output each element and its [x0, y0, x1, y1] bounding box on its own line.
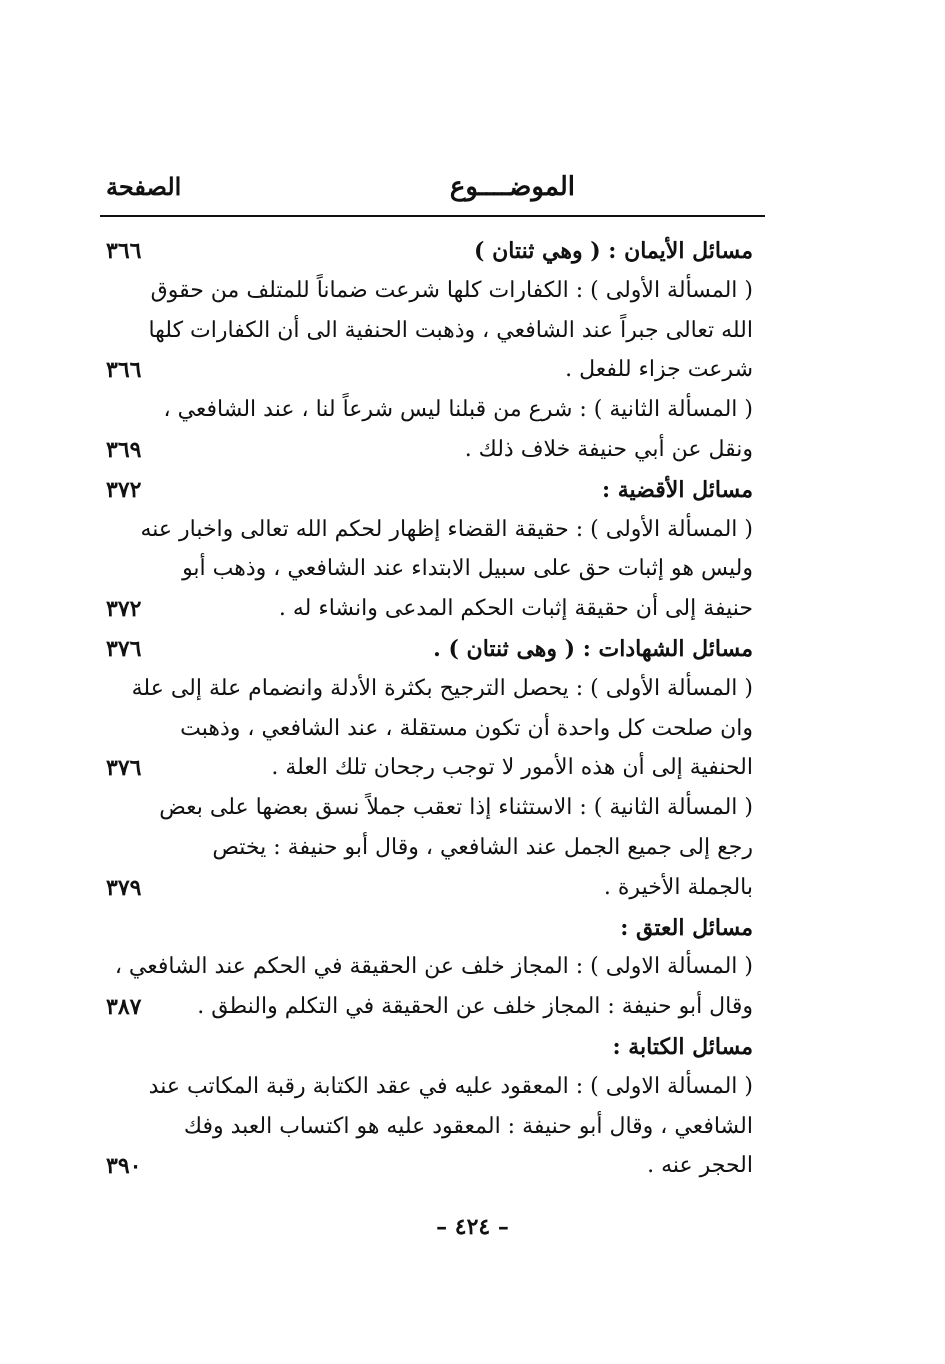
entry-text: ( المسألة الاولى ) : المعقود عليه في عقد الكتابة رقبة المكاتب عند	[148, 1073, 753, 1099]
section-heading-row	[100, 909, 765, 949]
section-title: مسائل الأيمان : ( وهي ثنتان )	[474, 238, 753, 264]
contents-list	[100, 232, 765, 1187]
entry-text: ( المسألة الاولى ) : المجاز خلف عن الحقيقة في الحكم عند الشافعي ،	[114, 954, 753, 980]
contents-row	[100, 351, 765, 391]
section-heading-row	[100, 232, 765, 272]
section-title: مسائل الشهادات : ( وهى ثنتان ) .	[433, 635, 753, 662]
entry-text: ونقل عن أبي حنيفة خلاف ذلك .	[464, 436, 753, 462]
header-rule	[100, 215, 765, 217]
contents-row	[100, 789, 765, 829]
entry-page-number: ٣٦٩	[106, 436, 142, 463]
entry-page-number: ٣٧٢	[106, 476, 142, 503]
contents-row	[100, 1108, 765, 1148]
contents-row	[100, 670, 765, 710]
entry-text: الشافعي ، وقال أبو حنيفة : المعقود عليه هو اكتساب العبد وفك	[183, 1113, 753, 1139]
contents-row	[100, 829, 765, 869]
contents-row	[100, 988, 765, 1028]
entry-text: ( المسألة الأولى ) : الكفارات كلها شرعت ضماناً للمتلف من حقوق	[150, 277, 753, 303]
page-column-heading: الصفحة	[106, 172, 182, 201]
entry-page-number: ٣٧٢	[106, 596, 142, 623]
section-title: مسائل الكتابة :	[612, 1033, 753, 1060]
contents-row	[100, 1147, 765, 1187]
entry-text: شرعت جزاء للفعل .	[565, 357, 753, 383]
contents-row	[100, 948, 765, 988]
contents-row	[100, 869, 765, 909]
section-title: مسائل الأقضية :	[601, 476, 753, 503]
contents-row	[100, 312, 765, 352]
entry-text: وان صلحت كل واحدة أن تكون مستقلة ، عند الشافعي ، وذهبت	[180, 715, 753, 741]
contents-row	[100, 590, 765, 630]
entry-text: رجع إلى جميع الجمل عند الشافعي ، وقال أبو حنيفة : يختص	[212, 834, 753, 860]
section-title: مسائل العتق :	[620, 914, 753, 941]
entry-text: ( المسألة الأولى ) : حقيقة القضاء إظهار لحكم الله تعالى واخبار عنه	[140, 516, 753, 542]
entry-text: الحنفية إلى أن هذه الأمور لا توجب رجحان تلك العلة .	[271, 755, 753, 781]
entry-text: وليس هو إثبات حق على سبيل الابتداء عند الشافعي ، وذهب أبو	[182, 556, 753, 582]
contents-row	[100, 391, 765, 431]
entry-text: ( المسألة الثانية ) : الاستثناء إذا تعقب جملاً نسق بعضها على بعض	[159, 795, 753, 821]
entry-text: الله تعالى جبراً عند الشافعي ، وذهبت الحنفية الى أن الكفارات كلها	[148, 317, 753, 343]
entry-text: بالجملة الأخيرة .	[603, 874, 753, 900]
entry-text: وقال أبو حنيفة : المجاز خلف عن الحقيقة في التكلم والنطق .	[197, 994, 753, 1020]
contents-row	[100, 511, 765, 551]
contents-row	[100, 710, 765, 750]
entry-page-number: ٣٧٦	[106, 755, 142, 782]
contents-row	[100, 550, 765, 590]
entry-page-number: ٣٧٦	[106, 635, 142, 662]
contents-row	[100, 272, 765, 312]
entry-page-number: ٣٦٦	[106, 357, 142, 384]
entry-text: ( المسألة الأولى ) : يحصل الترجيح بكثرة الأدلة وانضمام علة إلى علة	[131, 675, 753, 701]
table-header	[100, 172, 765, 216]
section-heading-row	[100, 1028, 765, 1068]
entry-page-number: ٣٧٩	[106, 874, 142, 901]
entry-page-number: ٣٨٧	[106, 994, 142, 1021]
section-heading-row	[100, 471, 765, 511]
contents-row	[100, 431, 765, 471]
entry-page-number: ٣٦٦	[106, 238, 142, 264]
contents-row	[100, 749, 765, 789]
entry-text: ( المسألة الثانية ) : شرع من قبلنا ليس شرعاً لنا ، عند الشافعي ،	[163, 397, 753, 423]
page-number: – ٤٢٤ –	[436, 1214, 509, 1240]
entry-text: الحجر عنه .	[647, 1153, 753, 1179]
topic-column-heading: الموضــــوع	[449, 172, 575, 202]
section-heading-row	[100, 630, 765, 670]
contents-row	[100, 1068, 765, 1108]
entry-text: حنيفة إلى أن حقيقة إثبات الحكم المدعى وانشاء له .	[278, 596, 753, 622]
entry-page-number: ٣٩٠	[106, 1153, 142, 1180]
